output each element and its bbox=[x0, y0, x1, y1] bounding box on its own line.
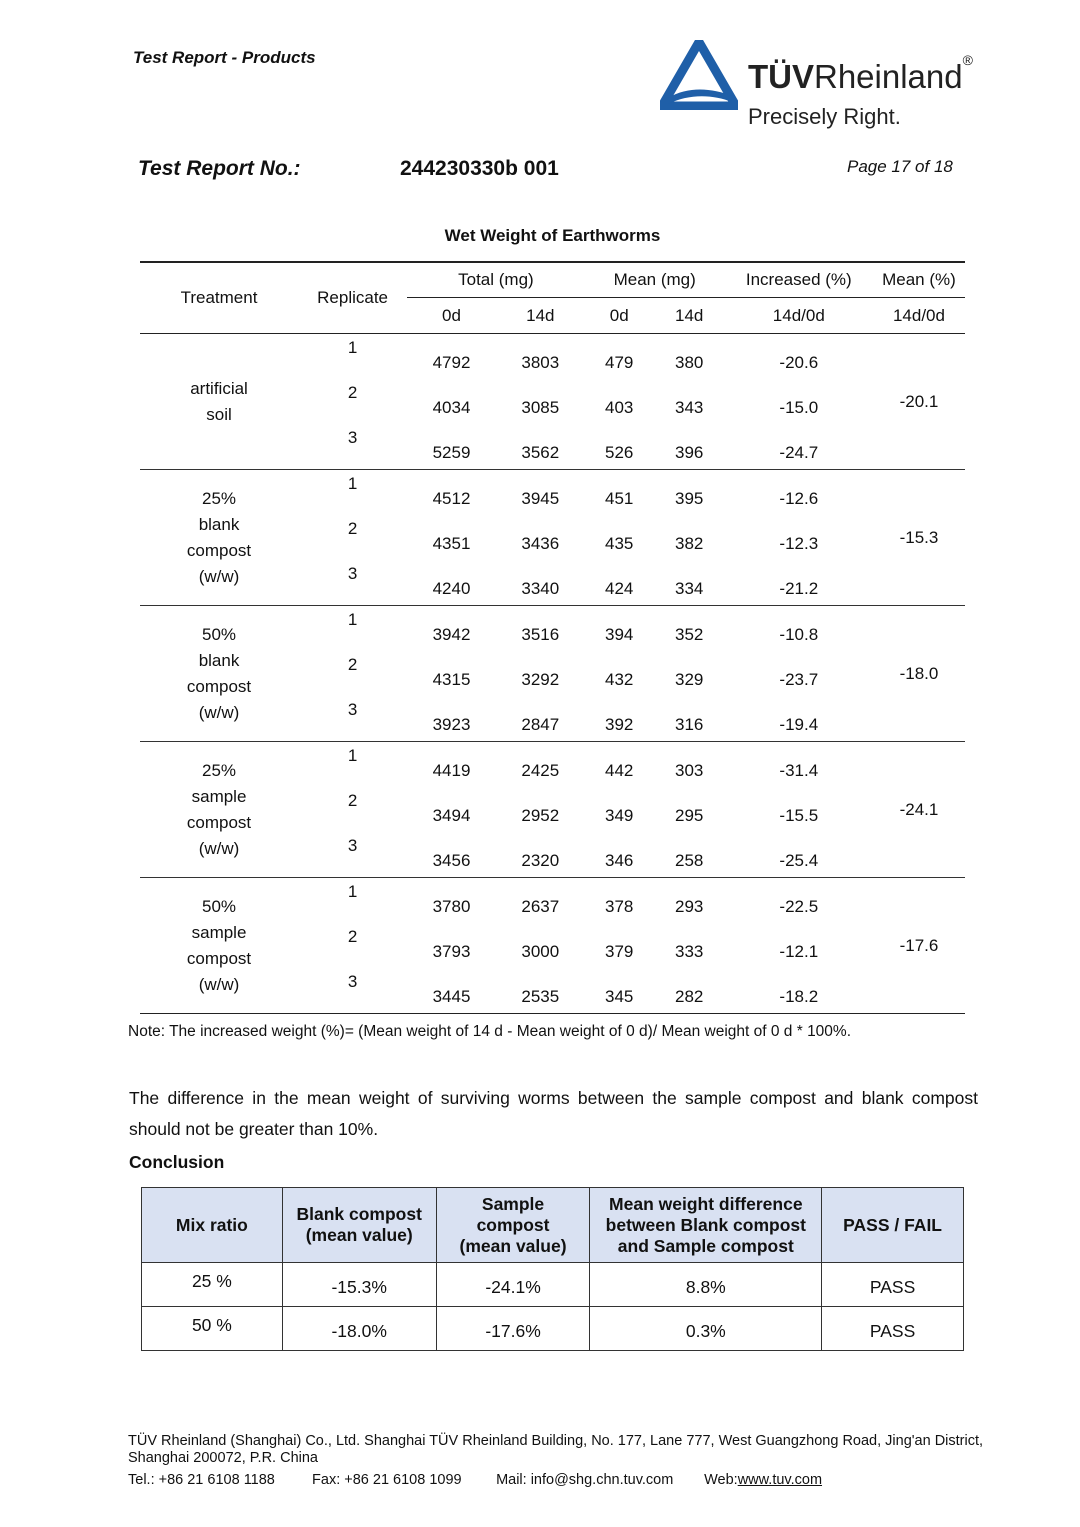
treatment-line: soil bbox=[206, 404, 232, 424]
header-mean-pct: Mean (%) bbox=[873, 262, 965, 298]
brand-tagline: Precisely Right. bbox=[748, 104, 901, 129]
increased-cell: -31.4 bbox=[725, 742, 873, 788]
mean-diff-cell: 8.8% bbox=[590, 1263, 822, 1307]
mean-14d-cell: 293 bbox=[654, 878, 725, 924]
replicate-cell: 2 bbox=[347, 519, 358, 538]
total-0d-cell: 4240 bbox=[432, 578, 471, 598]
replicate-cell: 3 bbox=[347, 836, 358, 855]
mean-0d-cell: 403 bbox=[605, 397, 634, 417]
header-line: Mix ratio bbox=[175, 1214, 248, 1235]
header-line: (mean value) bbox=[459, 1235, 567, 1256]
header-total-0d: 0d bbox=[407, 298, 496, 334]
mean-14d-cell: 282 bbox=[654, 968, 725, 1014]
tuv-triangle-icon bbox=[660, 40, 738, 110]
table-row bbox=[140, 878, 965, 924]
increased-cell: -23.7 bbox=[779, 669, 819, 689]
increased-cell: -15.5 bbox=[779, 805, 819, 825]
mean-14d-cell: 396 bbox=[675, 442, 704, 462]
treatment-line: (w/w) bbox=[198, 702, 240, 722]
criterion-paragraph: The difference in the mean weight of surviving worms between the sample compost and blank compost should not be greater than 10%. bbox=[129, 1088, 978, 1139]
mean-0d-cell: 526 bbox=[605, 442, 634, 462]
mean-14d-cell: 395 bbox=[654, 470, 725, 516]
conclusion-row bbox=[142, 1263, 964, 1307]
total-0d-cell: 5259 bbox=[432, 442, 471, 462]
total-14d-cell: 3340 bbox=[521, 578, 560, 598]
increased-cell: -19.4 bbox=[779, 714, 819, 734]
total-0d-cell: 4315 bbox=[432, 669, 471, 689]
footer-mail: Mail: info@shg.chn.tuv.com bbox=[496, 1472, 674, 1488]
mean-0d-cell: 394 bbox=[585, 606, 654, 652]
table-title: Wet Weight of Earthworms bbox=[444, 226, 661, 245]
replicate-cell: 3 bbox=[298, 968, 407, 1014]
increased-cell: -12.1 bbox=[779, 941, 819, 961]
header-line: compost bbox=[476, 1214, 550, 1235]
header-mean: Mean (mg) bbox=[585, 262, 725, 298]
total-0d-cell: 3494 bbox=[432, 805, 471, 825]
header-treatment: Treatment bbox=[140, 262, 298, 334]
mean-14d-cell: 380 bbox=[675, 352, 704, 372]
conclusion-heading: Conclusion bbox=[129, 1152, 225, 1172]
mean-14d-cell: 295 bbox=[675, 805, 704, 825]
mean-14d-cell: 334 bbox=[675, 578, 704, 598]
mix-ratio-cell: 50 % bbox=[142, 1307, 283, 1351]
replicate-cell: 1 bbox=[298, 742, 407, 788]
brand-name: TÜVRheinland® bbox=[748, 52, 973, 95]
replicate-cell: 1 bbox=[298, 878, 407, 924]
increased-cell: -22.5 bbox=[725, 878, 873, 924]
mean-0d-cell: 392 bbox=[605, 714, 634, 734]
mean-pct-cell: -18.0 bbox=[873, 606, 965, 742]
total-14d-cell: 2535 bbox=[496, 968, 585, 1014]
sample-compost-header bbox=[436, 1188, 590, 1263]
treatment-cell bbox=[140, 334, 298, 470]
total-14d-cell: 3562 bbox=[521, 442, 560, 462]
earthworm-weight-table bbox=[140, 261, 965, 1014]
total-0d-cell: 4419 bbox=[407, 742, 496, 788]
mean-0d-cell: 346 bbox=[605, 850, 634, 870]
treatment-line: (w/w) bbox=[198, 838, 240, 858]
mean-14d-cell: 333 bbox=[675, 941, 704, 961]
treatment-cell bbox=[140, 470, 298, 606]
header-mean-14d: 14d bbox=[654, 298, 725, 334]
treatment-line: sample bbox=[191, 786, 247, 806]
increased-cell: -12.6 bbox=[725, 470, 873, 516]
treatment-line: blank bbox=[198, 514, 240, 534]
increased-cell: -21.2 bbox=[779, 578, 819, 598]
total-14d-cell: 3803 bbox=[521, 352, 560, 372]
treatment-line: (w/w) bbox=[198, 566, 240, 586]
replicate-cell: 1 bbox=[298, 470, 407, 516]
treatment-line: sample bbox=[191, 922, 247, 942]
total-14d-cell: 2637 bbox=[496, 878, 585, 924]
mean-0d-cell: 349 bbox=[605, 805, 634, 825]
header-mean-pct-ratio: 14d/0d bbox=[873, 298, 965, 334]
total-14d-cell: 3945 bbox=[496, 470, 585, 516]
mean-0d-cell: 345 bbox=[585, 968, 654, 1014]
mean-14d-cell: 316 bbox=[675, 714, 704, 734]
mean-14d-cell: 382 bbox=[675, 533, 704, 553]
treatment-line: 50% bbox=[202, 624, 237, 644]
replicate-cell: 2 bbox=[347, 927, 358, 946]
header-line: (mean value) bbox=[305, 1225, 413, 1245]
treatment-line: compost bbox=[186, 948, 252, 968]
footer-tel: Tel.: +86 21 6108 1188 bbox=[128, 1472, 275, 1488]
replicate-cell: 1 bbox=[347, 338, 358, 357]
increased-cell: -15.0 bbox=[779, 397, 819, 417]
table-row bbox=[140, 334, 965, 380]
replicate-cell: 3 bbox=[347, 564, 358, 583]
replicate-cell: 3 bbox=[347, 700, 358, 719]
replicate-cell: 2 bbox=[347, 791, 358, 810]
blank-compost-cell: -18.0% bbox=[282, 1307, 436, 1351]
pass-fail-cell: PASS bbox=[822, 1307, 964, 1351]
total-0d-cell: 3780 bbox=[407, 878, 496, 924]
increased-cell: -25.4 bbox=[779, 850, 819, 870]
total-0d-cell: 3456 bbox=[432, 850, 471, 870]
mean-0d-cell: 424 bbox=[605, 578, 634, 598]
mean-14d-cell: 343 bbox=[675, 397, 704, 417]
increased-cell: -12.3 bbox=[779, 533, 819, 553]
header-replicate: Replicate bbox=[298, 262, 407, 334]
total-0d-cell: 4351 bbox=[432, 533, 471, 553]
treatment-line: artificial bbox=[190, 378, 248, 398]
header-increased: Increased (%) bbox=[725, 262, 873, 298]
total-0d-cell: 4034 bbox=[432, 397, 471, 417]
total-14d-cell: 3292 bbox=[521, 669, 560, 689]
mean-pct-cell: -24.1 bbox=[873, 742, 965, 878]
treatment-line: blank bbox=[198, 650, 240, 670]
conclusion-table bbox=[141, 1187, 964, 1351]
mix-ratio-header bbox=[142, 1188, 283, 1263]
treatment-line: 25% bbox=[202, 760, 237, 780]
total-14d-cell: 2425 bbox=[496, 742, 585, 788]
document-type: Test Report - Products bbox=[133, 48, 316, 67]
header-line: and Sample compost bbox=[617, 1235, 794, 1256]
mean-diff-cell: 0.3% bbox=[590, 1307, 822, 1351]
total-14d-cell: 2847 bbox=[521, 714, 560, 734]
increased-cell: -20.6 bbox=[779, 352, 819, 372]
table-note: Note: The increased weight (%)= (Mean weight of 14 d - Mean weight of 0 d)/ Mean weight of 0 d * 100%. bbox=[128, 1023, 852, 1040]
mean-14d-cell: 303 bbox=[654, 742, 725, 788]
treatment-line: compost bbox=[186, 540, 252, 560]
pass-fail-cell: PASS bbox=[822, 1263, 964, 1307]
table-row bbox=[140, 742, 965, 788]
mean-pct-cell: -17.6 bbox=[873, 878, 965, 1014]
total-14d-cell: 3000 bbox=[521, 941, 560, 961]
replicate-cell: 1 bbox=[298, 606, 407, 652]
mean-0d-cell: 451 bbox=[585, 470, 654, 516]
header-line: Mean weight difference bbox=[609, 1193, 803, 1214]
total-0d-cell: 4512 bbox=[407, 470, 496, 516]
total-14d-cell: 3436 bbox=[521, 533, 560, 553]
treatment-line: 25% bbox=[202, 488, 237, 508]
total-0d-cell: 3793 bbox=[432, 941, 471, 961]
treatment-line: (w/w) bbox=[198, 974, 240, 994]
increased-cell: -18.2 bbox=[725, 968, 873, 1014]
treatment-line: 50% bbox=[202, 896, 237, 916]
pass-fail-header bbox=[822, 1188, 964, 1263]
mean-0d-cell: 435 bbox=[605, 533, 634, 553]
header-total: Total (mg) bbox=[407, 262, 585, 298]
mean-14d-cell: 258 bbox=[675, 850, 704, 870]
mean-0d-cell: 378 bbox=[585, 878, 654, 924]
table-row bbox=[140, 606, 965, 652]
mean-0d-cell: 479 bbox=[605, 352, 634, 372]
table-row bbox=[140, 470, 965, 516]
footer-contacts bbox=[128, 1472, 822, 1488]
blank-compost-header bbox=[282, 1188, 436, 1263]
treatment-line: compost bbox=[186, 812, 252, 832]
footer-fax: Fax: +86 21 6108 1099 bbox=[312, 1472, 462, 1488]
footer-web-label: Web: bbox=[704, 1472, 738, 1488]
total-14d-cell: 2320 bbox=[521, 850, 560, 870]
treatment-cell bbox=[140, 878, 298, 1014]
total-0d-cell: 3942 bbox=[407, 606, 496, 652]
mean-0d-cell: 379 bbox=[605, 941, 634, 961]
header-mean-0d: 0d bbox=[585, 298, 654, 334]
mean-pct-cell: -20.1 bbox=[899, 391, 939, 411]
mean-14d-cell: 352 bbox=[654, 606, 725, 652]
treatment-cell bbox=[140, 606, 298, 742]
report-number: 244230330b 001 bbox=[400, 157, 559, 180]
tuv-logo bbox=[660, 40, 1020, 140]
mean-0d-cell: 442 bbox=[585, 742, 654, 788]
header-line: Blank compost bbox=[296, 1204, 422, 1224]
sample-compost-cell: -24.1% bbox=[436, 1263, 590, 1307]
sample-compost-cell: -17.6% bbox=[436, 1307, 590, 1351]
mean-0d-cell: 432 bbox=[605, 669, 634, 689]
replicate-cell: 2 bbox=[347, 655, 358, 674]
total-0d-cell: 3445 bbox=[407, 968, 496, 1014]
header-line: Sample bbox=[481, 1193, 545, 1214]
mean-14d-cell: 329 bbox=[675, 669, 704, 689]
header-total-14d: 14d bbox=[496, 298, 585, 334]
treatment-cell bbox=[140, 742, 298, 878]
mean-pct-cell: -15.3 bbox=[873, 470, 965, 606]
blank-compost-cell: -15.3% bbox=[282, 1263, 436, 1307]
report-number-label: Test Report No.: bbox=[138, 157, 301, 180]
conclusion-row bbox=[142, 1307, 964, 1351]
total-14d-cell: 3085 bbox=[521, 397, 560, 417]
increased-cell: -10.8 bbox=[725, 606, 873, 652]
increased-cell: -24.7 bbox=[779, 442, 819, 462]
treatment-line: compost bbox=[186, 676, 252, 696]
total-14d-cell: 3516 bbox=[496, 606, 585, 652]
total-0d-cell: 4792 bbox=[432, 352, 471, 372]
page-number: Page 17 of 18 bbox=[847, 157, 953, 176]
footer-web-link[interactable]: www.tuv.com bbox=[737, 1472, 823, 1488]
replicate-cell: 2 bbox=[347, 383, 358, 402]
header-line: between Blank compost bbox=[605, 1214, 806, 1235]
replicate-cell: 3 bbox=[347, 428, 358, 447]
total-0d-cell: 3923 bbox=[432, 714, 471, 734]
header-line: PASS / FAIL bbox=[843, 1214, 942, 1235]
footer-address: TÜV Rheinland (Shanghai) Co., Ltd. Shanghai TÜV Rheinland Building, No. 177, Lane 777, West Guangzhong Road, Jing'an District, Shanghai 200072, P.R. China bbox=[128, 1433, 984, 1466]
mix-ratio-cell: 25 % bbox=[142, 1263, 283, 1307]
mean-diff-header bbox=[590, 1188, 822, 1263]
total-14d-cell: 2952 bbox=[521, 805, 560, 825]
header-increased-ratio: 14d/0d bbox=[725, 298, 873, 334]
